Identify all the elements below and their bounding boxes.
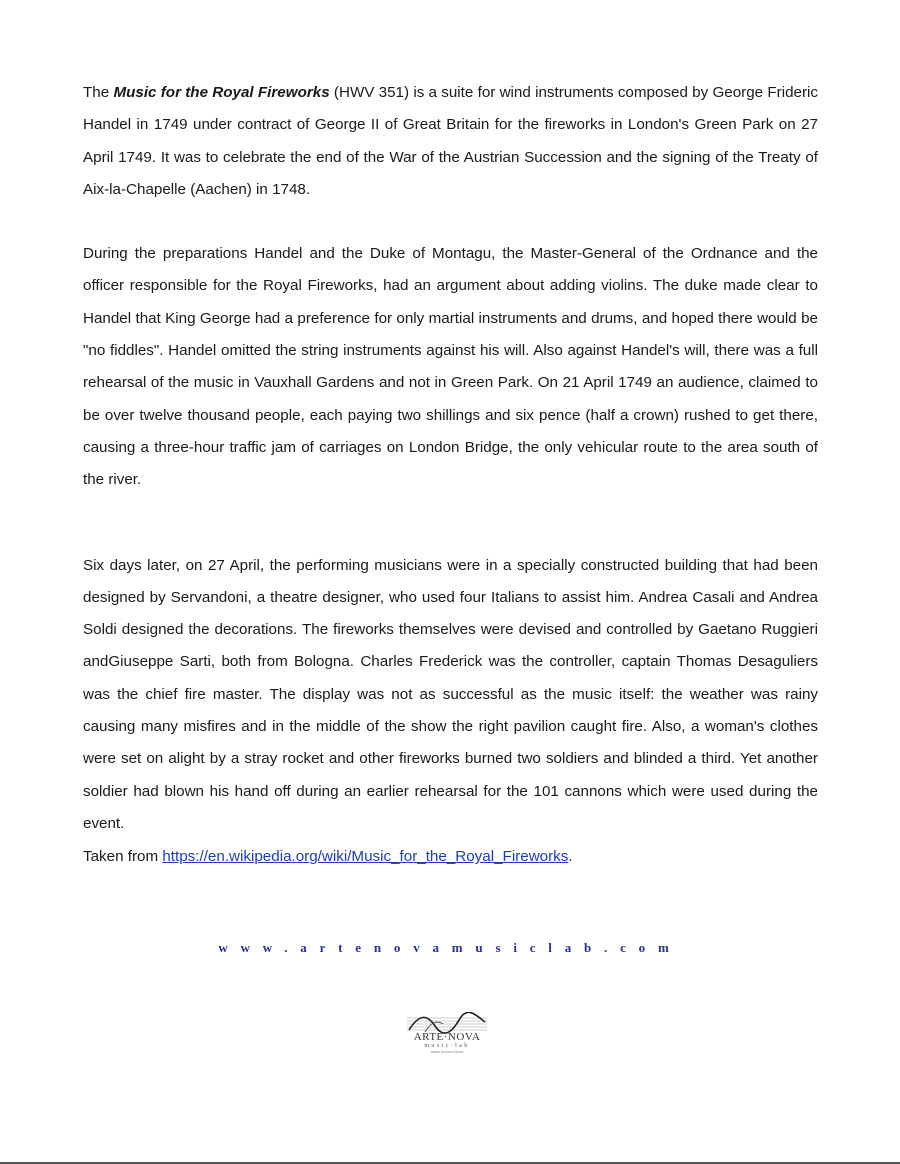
logo-name: ARTE·NOVA xyxy=(413,1031,481,1043)
intro-lead: The xyxy=(83,84,114,101)
source-suffix: . xyxy=(568,848,573,866)
logo-tagline: Italian Ancient Music xyxy=(430,1050,464,1054)
paragraph-preparations: During the preparations Handel and the Duke of Montagu, the Master-General of the Ordnance and the officer responsible for the Royal Fireworks, had an argument about adding violins. The duke made clear to Handel that King George had a preference for only martial instruments and drums, and hoped there would be "no fiddles". Handel omitted the string instruments against his will. Also against Handel's will, there was a full rehearsal of the music in Vauxhall Gardens and not in Green Park. On 21 April 1749 an audience, claimed to be over twelve thousand people, each paying two shillings and six pence (half a crown) rushed to get there, causing a three-hour traffic jam of carriages on London Bridge, the only vehicular route to the area south of the river. xyxy=(83,245,818,489)
source-attribution xyxy=(83,841,818,873)
logo-subtitle: music·lab xyxy=(424,1043,470,1049)
source-link[interactable]: https://en.wikipedia.org/wiki/Music_for_the_Royal_Fireworks xyxy=(162,848,569,866)
work-title: Music for the Royal Fireworks xyxy=(113,84,330,101)
arte-nova-logo xyxy=(404,1012,490,1064)
paragraph-performance: Six days later, on 27 April, the performing musicians were in a specially constructed building that had been designed by Servandoni, a theatre designer, who used four Italians to assist him. Andrea Casali and Andrea Soldi designed the decorations. The fireworks themselves were devised and controlled by Gaetano Ruggieri andGiuseppe Sarti, both from Bologna. Charles Frederick was the controller, captain Thomas Desaguliers was the chief fire master. The display was not as successful as the music itself: the weather was rainy causing many misfires and in the middle of the show the right pavilion caught fire. Also, a woman's clothes were set on alight by a stray rocket and other fireworks burned two soldiers and blinded a third. Yet another soldier had blown his hand off during an earlier rehearsal for the 101 cannons which were used during the event. xyxy=(83,556,818,832)
paragraph-intro xyxy=(83,77,818,206)
document-body xyxy=(83,77,818,874)
website-url[interactable]: www.artenovamusiclab.com xyxy=(218,940,682,955)
source-prefix: Taken from xyxy=(83,848,163,866)
intro-text: (HWV 351) is a suite for wind instruments composed by George Frideric Handel in 1749 under contract of George II of Great Britain for the fireworks in London's Green Park on 27 April 1749. It was to celebrate the end of the War of the Austrian Succession and the signing of the Treaty of Aix-la-Chapelle (Aachen) in 1748. xyxy=(83,84,818,198)
